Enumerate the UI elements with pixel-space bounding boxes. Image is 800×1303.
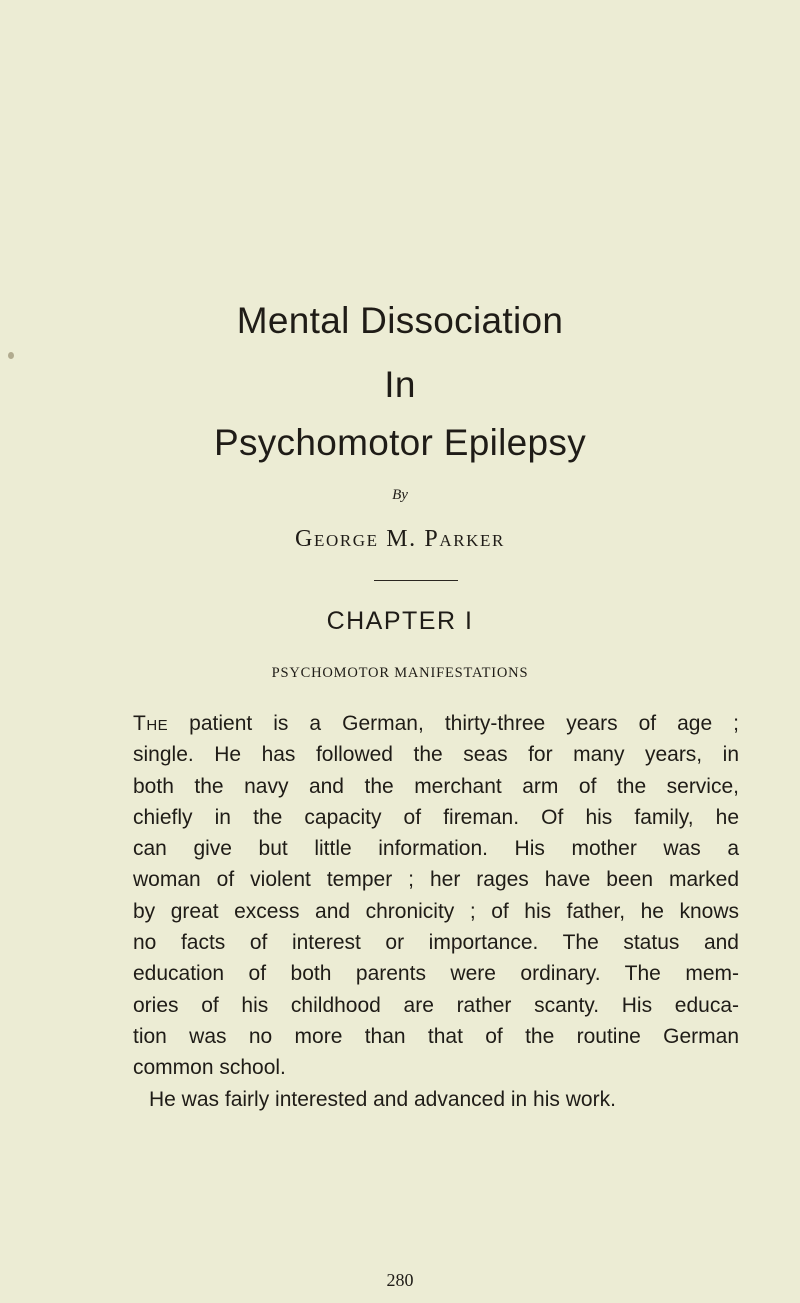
author-name: George M. Parker [295, 526, 505, 552]
text-line: ories of his childhood are rather scanty. His educa- [133, 993, 739, 1017]
lead-word: The [133, 712, 169, 735]
divider-rule [374, 580, 458, 581]
text-line: education of both parents were ordinary. The mem- [133, 962, 739, 986]
byline: By [392, 487, 408, 503]
text-line: woman of violent temper ; her rages have been marked [133, 868, 739, 892]
text-line: The patient is a German, thirty-three years of age ; [133, 712, 739, 735]
text-line: tion was no more than that of the routine German [133, 1024, 739, 1048]
text-line: both the navy and the merchant arm of the service, [133, 774, 739, 798]
text-line: single. He has followed the seas for many years, in [133, 743, 739, 767]
text-line: common school. [133, 1056, 286, 1080]
text-line: chiefly in the capacity of fireman. Of his family, he [133, 805, 739, 829]
title-line-1: Mental Dissociation [236, 300, 564, 341]
print-speck [8, 352, 14, 359]
text-line: can give but little information. His mother was a [133, 837, 739, 861]
title-line-3: Psychomotor Epilepsy [213, 422, 587, 463]
text-line: by great excess and chronicity ; of his father, he knows [133, 899, 739, 923]
text-line: no facts of interest or importance. The status and [133, 931, 739, 955]
chapter-subtitle: PSYCHOMOTOR MANIFESTATIONS [271, 665, 529, 681]
title-line-2: In [384, 364, 416, 405]
text-line: He was fairly interested and advanced in his work. [149, 1087, 616, 1111]
body-paragraphs [133, 708, 739, 1115]
chapter-heading: CHAPTER I [326, 607, 474, 635]
page-number: 280 [386, 1270, 414, 1290]
